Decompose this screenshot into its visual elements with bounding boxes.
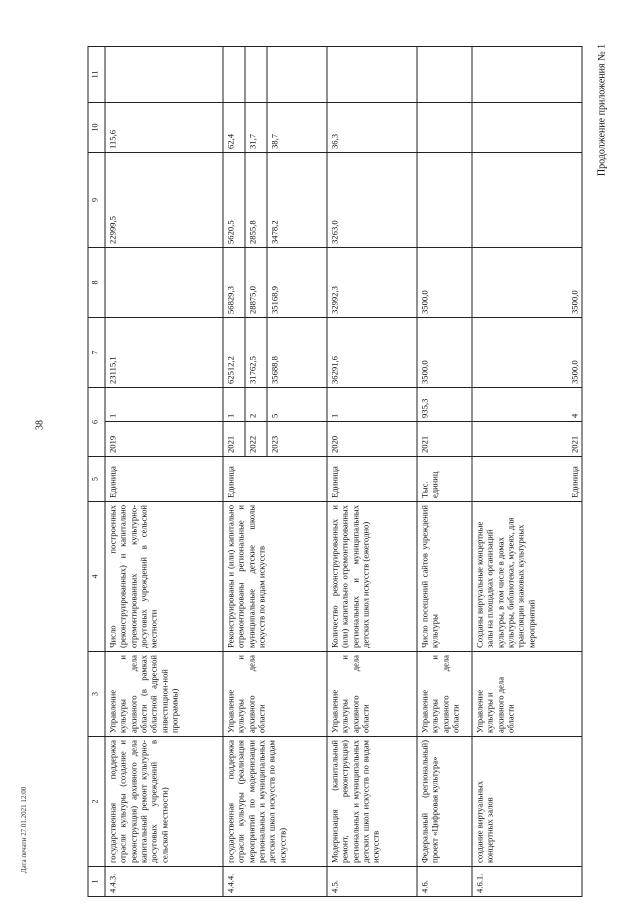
- col-header: 3: [88, 652, 105, 737]
- row-c10: 62,4: [223, 103, 245, 153]
- row-year: 2022: [245, 422, 267, 457]
- row-unit: Единица: [105, 457, 223, 502]
- row-executor: Управление культуры и архивного дела области: [417, 652, 472, 737]
- print-date: Дата печати 27.01.2021 12:00: [20, 786, 28, 874]
- row-c8: 56829,3: [223, 248, 245, 318]
- row-number: 4.4.4.: [223, 867, 327, 897]
- row-value: 4: [472, 388, 582, 422]
- row-c7: 35688,8: [267, 318, 327, 388]
- row-number: 4.6.1.: [472, 867, 582, 897]
- row-year: 2021: [417, 422, 472, 457]
- row-executor: Управление культуры и архивного дела области: [472, 652, 582, 737]
- row-name: создание виртуальных концертных залов: [472, 737, 582, 867]
- row-value: 1: [223, 388, 245, 422]
- table-row: [327, 47, 417, 897]
- row-c11: [472, 47, 582, 103]
- page-number: 38: [34, 420, 46, 430]
- row-year: 2021: [472, 422, 582, 457]
- row-indicator: Число построенных (реконструированных) и капитально отремонтированных культурно-досуговых учреждений в сельской местности: [105, 502, 223, 652]
- header-row: [88, 47, 105, 897]
- row-c9: 2855,8: [245, 153, 267, 248]
- col-header: 4: [88, 502, 105, 652]
- row-indicator: Количество реконструированных и (или) капитально отремонтированных региональных и муниципальных детских школ искусств (ежегодно): [327, 502, 417, 652]
- row-number: 4.6.: [417, 867, 472, 897]
- col-header: 10: [88, 103, 105, 153]
- row-unit: Единица: [472, 457, 582, 502]
- row-c9: 3478,2: [267, 153, 327, 248]
- row-c7: 23115,1: [105, 318, 223, 388]
- row-executor: Управление культуры и архивного дела области: [327, 652, 417, 737]
- row-value: 2: [245, 388, 267, 422]
- row-c8: 35168,9: [267, 248, 327, 318]
- row-c11: [105, 47, 223, 103]
- row-unit: Единица: [223, 457, 327, 502]
- row-value: 935,3: [417, 388, 472, 422]
- row-c8: 3500,0: [417, 248, 472, 318]
- row-indicator: Реконструированы и (или) капитально отремонтированы региональные и муниципальные детские школы искусств по видам искусств: [223, 502, 327, 652]
- col-header: 9: [88, 153, 105, 248]
- row-c11: [223, 47, 245, 103]
- row-unit: Единица: [327, 457, 417, 502]
- row-c10: 31,7: [245, 103, 267, 153]
- row-c10: 115,6: [105, 103, 223, 153]
- row-value: 1: [327, 388, 417, 422]
- col-header: 7: [88, 318, 105, 388]
- table-container: [88, 47, 583, 897]
- row-c7: 3500,0: [472, 318, 582, 388]
- row-number: 4.5.: [327, 867, 417, 897]
- row-year: 2019: [105, 422, 223, 457]
- row-c10: 38,7: [267, 103, 327, 153]
- col-header: 5: [88, 457, 105, 502]
- row-c9: 5620,5: [223, 153, 245, 248]
- row-c9: [417, 153, 472, 248]
- row-number: 4.4.3.: [105, 867, 223, 897]
- row-c7: 31762,5: [245, 318, 267, 388]
- row-c11: [417, 47, 472, 103]
- col-header: 2: [88, 737, 105, 867]
- row-c9: [472, 153, 582, 248]
- table-row: [417, 47, 472, 897]
- program-table: [88, 46, 583, 897]
- row-c11: [327, 47, 417, 103]
- row-executor: Управление культуры и архивного дела области: [223, 652, 327, 737]
- table-row: [105, 47, 223, 897]
- row-c10: [472, 103, 582, 153]
- row-c7: 3500,0: [417, 318, 472, 388]
- row-c7: 62512,2: [223, 318, 245, 388]
- row-year: 2021: [223, 422, 245, 457]
- row-unit: Тыс. единиц: [417, 457, 472, 502]
- row-year: 2020: [327, 422, 417, 457]
- row-name: Модернизация (капитальный ремонт, реконструкция) региональных и муниципальных детских школ искусств по видам искусств: [327, 737, 417, 867]
- row-c10: 36,3: [327, 103, 417, 153]
- table-row: [223, 47, 245, 897]
- row-c10: [417, 103, 472, 153]
- row-c7: 36291,6: [327, 318, 417, 388]
- row-c9: 22999,5: [105, 153, 223, 248]
- col-header: 11: [88, 47, 105, 103]
- row-c8: 3500,0: [472, 248, 582, 318]
- row-c8: [105, 248, 223, 318]
- row-value: 1: [105, 388, 223, 422]
- col-header: 1: [88, 867, 105, 897]
- row-indicator: Число посещений сайтов учреждений культуры: [417, 502, 472, 652]
- row-value: 5: [267, 388, 327, 422]
- row-c8: 28875,0: [245, 248, 267, 318]
- appendix-label: Продолжение приложения № 1: [596, 43, 608, 177]
- row-indicator: Созданы виртуальные концертные залы на площадках организаций культуры, в том числе в домах культуры, библиотеках, музеях, для трансляции знаковых культурных мероприятий: [472, 502, 582, 652]
- row-c8: 32992,3: [327, 248, 417, 318]
- row-name: государственная поддержка отрасли культуры (реализация мероприятий по модернизации региональных и муниципальных детских школ искусств по видам искусств): [223, 737, 327, 867]
- row-c11: [267, 47, 327, 103]
- row-name: государственная поддержка отрасли культуры (создание и реконструкция) архивного дела капитальный ремонт культурно-досуговых учреждений в сельской местности): [105, 737, 223, 867]
- row-executor: Управление культуры и архивного дела области (в рамках областной адресной инвестицион-ной программы): [105, 652, 223, 737]
- col-header: 6: [88, 388, 105, 457]
- col-header: 8: [88, 248, 105, 318]
- row-name: Федеральный (региональный) проект «Цифровая культура»: [417, 737, 472, 867]
- table-row: [472, 47, 582, 897]
- row-c9: 3263,0: [327, 153, 417, 248]
- row-year: 2023: [267, 422, 327, 457]
- row-c11: [245, 47, 267, 103]
